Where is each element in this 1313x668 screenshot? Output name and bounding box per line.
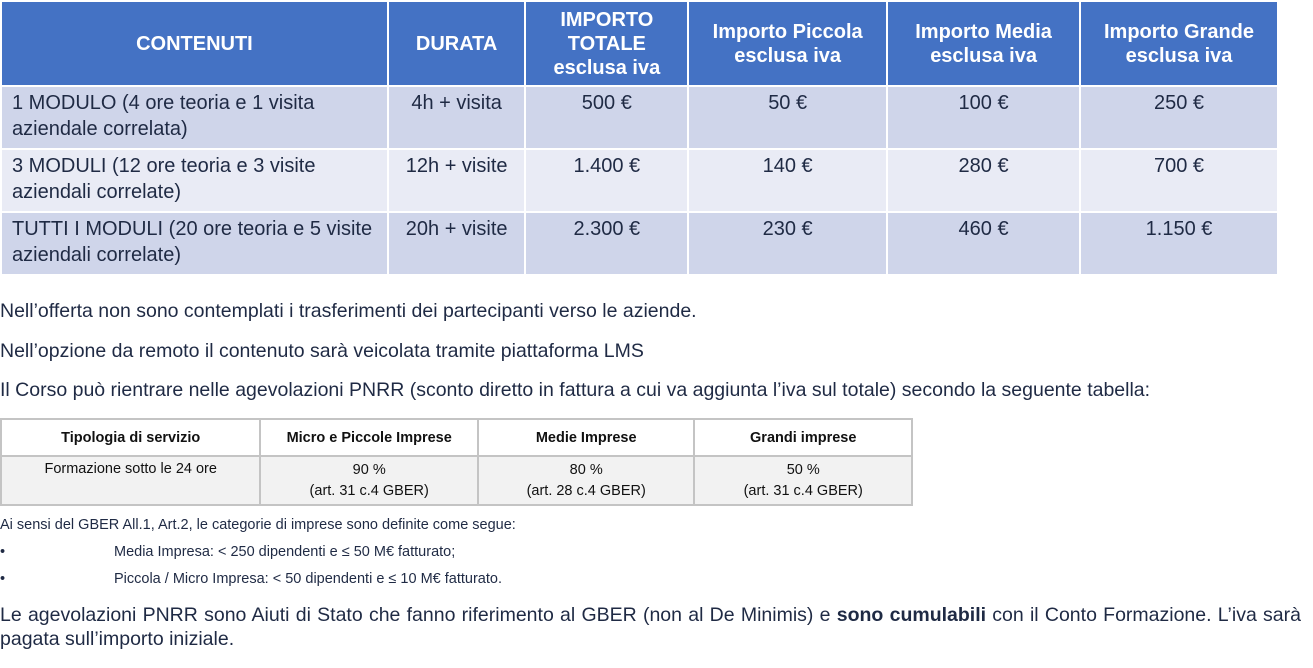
closing-bold-text: sono cumulabili — [836, 604, 987, 626]
note-pnrr: Il Corso può rientrare nelle agevolazioni PNRR (sconto diretto in fattura a cui va aggiunta l’iva sul totale) secondo la seguente tabella: — [0, 379, 1151, 401]
header-grandi: Grandi imprese — [694, 419, 912, 456]
table-row — [2, 150, 1277, 211]
header-micro-piccole: Micro e Piccole Imprese — [260, 419, 478, 456]
header-importo-media: Importo Media esclusa iva — [888, 2, 1079, 85]
cell-micro — [260, 456, 478, 505]
micro-reference: (art. 31 c.4 GBER) — [309, 482, 429, 499]
header-durata: DURATA — [389, 2, 525, 85]
price-table-header-row — [2, 2, 1277, 85]
cell-importo-totale: 2.300 € — [526, 213, 687, 274]
table-row — [2, 213, 1277, 274]
cell-service: Formazione sotto le 24 ore — [1, 456, 260, 505]
cell-importo-piccola: 50 € — [689, 87, 886, 148]
header-importo-piccola: Importo Piccola esclusa iva — [689, 2, 886, 85]
cell-importo-media: 100 € — [888, 87, 1079, 148]
cell-importo-totale: 1.400 € — [526, 150, 687, 211]
cell-durata: 4h + visita — [389, 87, 525, 148]
header-medie: Medie Imprese — [478, 419, 695, 456]
closing-text-start: Le agevolazioni PNRR sono Aiuti di Stato che fanno riferimento al GBER (non al De Minimis) e — [0, 604, 837, 626]
closing-text-end: con il Conto Formazione. L’iva sarà pagata sull’importo iniziale. — [0, 604, 1301, 650]
cell-importo-media: 280 € — [888, 150, 1079, 211]
header-tipologia: Tipologia di servizio — [1, 419, 260, 456]
micro-percentage: 90 % — [352, 461, 386, 478]
header-importo-totale: IMPORTO TOTALE esclusa iva — [526, 2, 687, 85]
header-contenuti: CONTENUTI — [2, 2, 387, 85]
bullet-marker: • — [0, 544, 6, 560]
cell-medie — [478, 456, 695, 505]
cell-contenuti: 3 MODULI (12 ore teoria e 3 visite aziendali correlate) — [2, 150, 387, 211]
grant-table — [0, 418, 913, 506]
note-transfers: Nell’offerta non sono contemplati i trasferimenti dei partecipanti verso le aziende. — [0, 300, 697, 322]
table-row — [1, 456, 912, 505]
cell-importo-grande: 1.150 € — [1081, 213, 1277, 274]
grandi-reference: (art. 31 c.4 GBER) — [743, 482, 863, 499]
cell-contenuti: 1 MODULO (4 ore teoria e 1 visita aziendale correlata) — [2, 87, 387, 148]
cell-importo-grande: 700 € — [1081, 150, 1277, 211]
cell-importo-media: 460 € — [888, 213, 1079, 274]
cell-importo-grande: 250 € — [1081, 87, 1277, 148]
grandi-percentage: 50 % — [786, 461, 820, 478]
medie-percentage: 80 % — [569, 461, 603, 478]
note-remote: Nell’opzione da remoto il contenuto sarà veicolata tramite piattaforma LMS — [0, 340, 644, 362]
table-row — [2, 87, 1277, 148]
price-table — [0, 0, 1279, 276]
gber-item-piccola: Piccola / Micro Impresa: < 50 dipendenti e ≤ 10 M€ fatturato. — [114, 571, 502, 587]
cell-contenuti: TUTTI I MODULI (20 ore teoria e 5 visite aziendali correlate) — [2, 213, 387, 274]
closing-paragraph — [0, 603, 1301, 651]
cell-importo-totale: 500 € — [526, 87, 687, 148]
cell-durata: 12h + visite — [389, 150, 525, 211]
bullet-marker: • — [0, 571, 6, 587]
cell-importo-piccola: 230 € — [689, 213, 886, 274]
cell-grandi — [694, 456, 912, 505]
cell-importo-piccola: 140 € — [689, 150, 886, 211]
gber-item-media: Media Impresa: < 250 dipendenti e ≤ 50 M€ fatturato; — [114, 544, 456, 560]
gber-intro: Ai sensi del GBER All.1, Art.2, le categorie di imprese sono definite come segue: — [0, 517, 516, 533]
grant-table-header-row — [1, 419, 912, 456]
cell-durata: 20h + visite — [389, 213, 525, 274]
medie-reference: (art. 28 c.4 GBER) — [526, 482, 646, 499]
header-importo-grande: Importo Grande esclusa iva — [1081, 2, 1277, 85]
